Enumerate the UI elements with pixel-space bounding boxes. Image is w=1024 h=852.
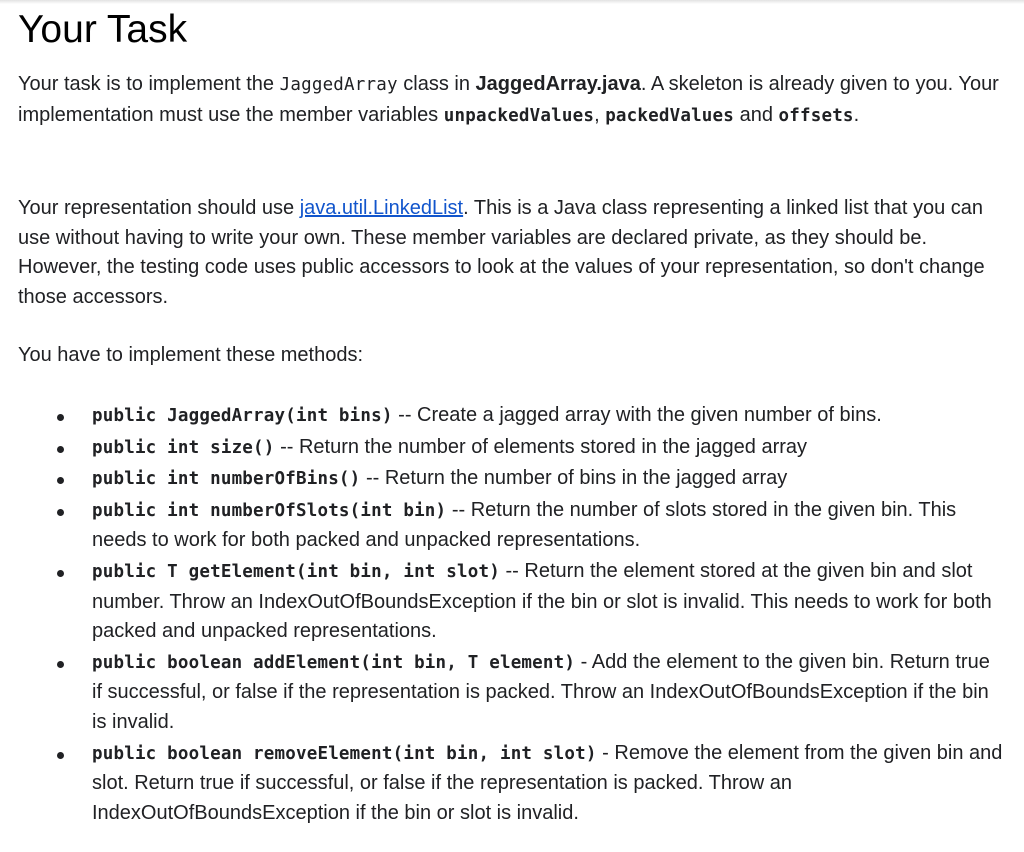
- method-signature: public int numberOfSlots(int bin): [92, 500, 447, 521]
- method-description: Return the number of slots stored in the given bin. This needs to work for both packed and unpacked representations.: [92, 498, 957, 552]
- method-signature: public int numberOfBins(): [92, 469, 361, 490]
- method-signature: public JaggedArray(int bins): [92, 406, 393, 426]
- methods-intro: You have to implement these methods:: [18, 344, 364, 366]
- method-item: [18, 739, 1003, 829]
- method-item: [18, 557, 1003, 647]
- method-separator: --: [499, 559, 525, 582]
- member-packed-values: packedValues: [605, 105, 735, 126]
- intro-text-4: ,: [594, 103, 606, 126]
- intro-text-2: class in: [397, 73, 476, 95]
- top-shadow-bar: [0, 0, 1024, 4]
- method-separator: --: [360, 467, 385, 490]
- representation-paragraph: [18, 194, 1003, 312]
- file-name: JaggedArray.java: [475, 73, 641, 95]
- method-description: Remove the element from the given bin and slot. Return true if successful, or false if the representation is packed. Throw an IndexOutOfBoundsException if the bin or slot is invalid.: [92, 741, 1003, 824]
- method-signature: public boolean removeElement(int bin, int slot): [92, 743, 597, 764]
- intro-text-1: Your task is to implement the: [18, 73, 280, 95]
- method-description: Add the element to the given bin. Return true if successful, or false if the representation is packed. Throw an IndexOutOfBoundsException if the bin is invalid.: [92, 650, 990, 733]
- method-item: [18, 496, 1003, 556]
- intro-paragraph: [18, 70, 1003, 131]
- method-signature: public T getElement(int bin, int slot): [92, 561, 500, 582]
- member-offsets: offsets: [778, 105, 854, 126]
- method-item: [18, 433, 1003, 464]
- method-signature: public boolean addElement(int bin, T element): [92, 652, 576, 673]
- method-item: [18, 648, 1003, 738]
- method-separator: --: [446, 498, 471, 521]
- method-signature: public int size(): [92, 437, 275, 458]
- method-list: [18, 401, 1003, 829]
- method-item: [18, 401, 1003, 432]
- method-item: [18, 464, 1003, 495]
- class-name-code: JaggedArray: [279, 75, 398, 95]
- representation-text-2: . This is a Java class representing a linked list that you can use without having to write your own. These member variables are declared private, as they should be. However, the testing code uses public accessors to look at the values of your representation, so don't change those accessors.: [18, 197, 985, 308]
- method-separator: -: [575, 650, 592, 673]
- method-description: Return the number of elements stored in the jagged array: [298, 435, 808, 458]
- linkedlist-link[interactable]: java.util.LinkedList: [299, 197, 464, 219]
- representation-text-1: Your representation should use: [18, 197, 300, 219]
- method-separator: --: [392, 404, 418, 426]
- method-description: Create a jagged array with the given number of bins.: [417, 404, 882, 426]
- page-title: Your Task: [18, 8, 188, 51]
- method-separator: -: [596, 741, 615, 764]
- intro-text-5: and: [734, 103, 779, 126]
- intro-text-6: .: [853, 103, 860, 126]
- method-description: Return the element stored at the given bin and slot number. Throw an IndexOutOfBoundsException if the bin or slot is invalid. This needs to work for both packed and unpacked representations.: [92, 559, 992, 643]
- member-unpacked-values: unpackedValues: [443, 105, 595, 126]
- method-description: Return the number of bins in the jagged array: [384, 467, 788, 490]
- intro-text-3: . A skeleton is already given to you. Your implementation must use the member variables: [18, 73, 999, 126]
- method-separator: --: [274, 435, 299, 458]
